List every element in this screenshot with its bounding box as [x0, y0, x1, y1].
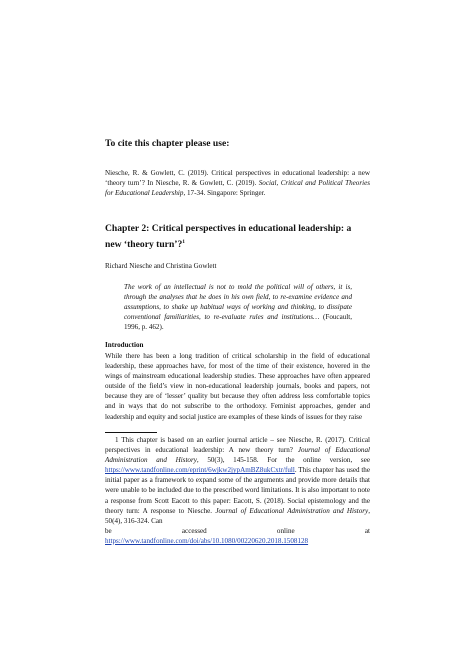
epigraph-quote: The work of an intellectual is not to mold the political will of others, it is, through the analyses that he does in his own field, to re-examine evidence and assumptions, to shake up habitual ways of working and thinking, to dissipate conventional familiarities, to re-evaluate rules and institutions…: [124, 283, 352, 322]
citation-text: Niesche, R. & Gowlett, C. (2019). Critical perspectives in educational leadership: a new ‘theory turn’? In Niesche, R. & Gowlett, C. (2019).: [105, 169, 370, 188]
footnote-journal-2: Journal of Educational Administration and History: [215, 506, 369, 515]
footnote: [105, 435, 370, 546]
chapter-title-text: Chapter 2: Critical perspectives in educational leadership: a new ‘theory turn’?: [105, 223, 352, 250]
chapter-title: [105, 223, 370, 251]
authors: Richard Niesche and Christina Gowlett: [105, 262, 217, 270]
citation-reference: [105, 168, 370, 198]
footnote-marker[interactable]: 1: [182, 238, 186, 245]
introduction-paragraph: While there has been a long tradition of critical scholarship in the field of educational leadership, these approaches have, for most of the time of their existence, hovered in the wings of mainstream educational leadership studies. These approaches have often appeared outside of the field’s view in non-educational leadership journals, books and papers, not because they are of ‘lesser’ quality but because they often address less comfortable topics and in ways that do not subscribe to the orthodoxy. Feminist approaches, gender and leadership and equity and social justice are examples of these kinds of issues for they raise: [105, 352, 370, 421]
footnote-text-4: , 50(4), 316-324. Can: [105, 506, 370, 525]
access-word: accessed: [181, 526, 207, 535]
footnote-text-1: 1 This chapter is based on an earlier journal article – see Niesche, R. (2017). Critical perspectives in educational leadership: A new theory turn?: [105, 436, 370, 455]
footnote-link-eprint[interactable]: https://www.tandfonline.com/eprint/6wjkw2jypAmBZ8ukCxtr/full: [105, 466, 295, 475]
access-word: at: [364, 526, 370, 535]
cite-heading: To cite this chapter please use:: [105, 138, 230, 149]
access-word: be: [105, 526, 112, 535]
footnote-access-line: [105, 526, 370, 536]
section-heading-introduction: Introduction: [105, 341, 144, 349]
epigraph: [124, 282, 352, 332]
footnote-divider: [105, 432, 157, 433]
book-title: Social, Critical and Political Theories for Educational Leadership: [105, 179, 370, 198]
footnote-link-doi[interactable]: https://www.tandfonline.com/doi/abs/10.1080/00220620.2018.1508128: [105, 536, 309, 545]
footnote-journal-1: Journal of Educational Administration and History: [105, 446, 371, 465]
epigraph-source: (Foucault, 1996, p. 462).: [124, 313, 352, 332]
footnote-text-2: , 50(3), 145-158. For the online version, see: [196, 456, 370, 465]
access-word: online: [276, 526, 295, 535]
citation-tail: , 17-34. Singapore: Springer.: [183, 189, 266, 198]
footnote-text-3: . This chapter has used the initial paper as a framework to expand some of the arguments and provide more details that were unable to be included due to the prescribed word limitations. It is also important to note a response from Scott Eacott to this paper: Eacott, S. (2018). Social epistemology and the theory turn: A response to Niesche.: [105, 466, 370, 515]
